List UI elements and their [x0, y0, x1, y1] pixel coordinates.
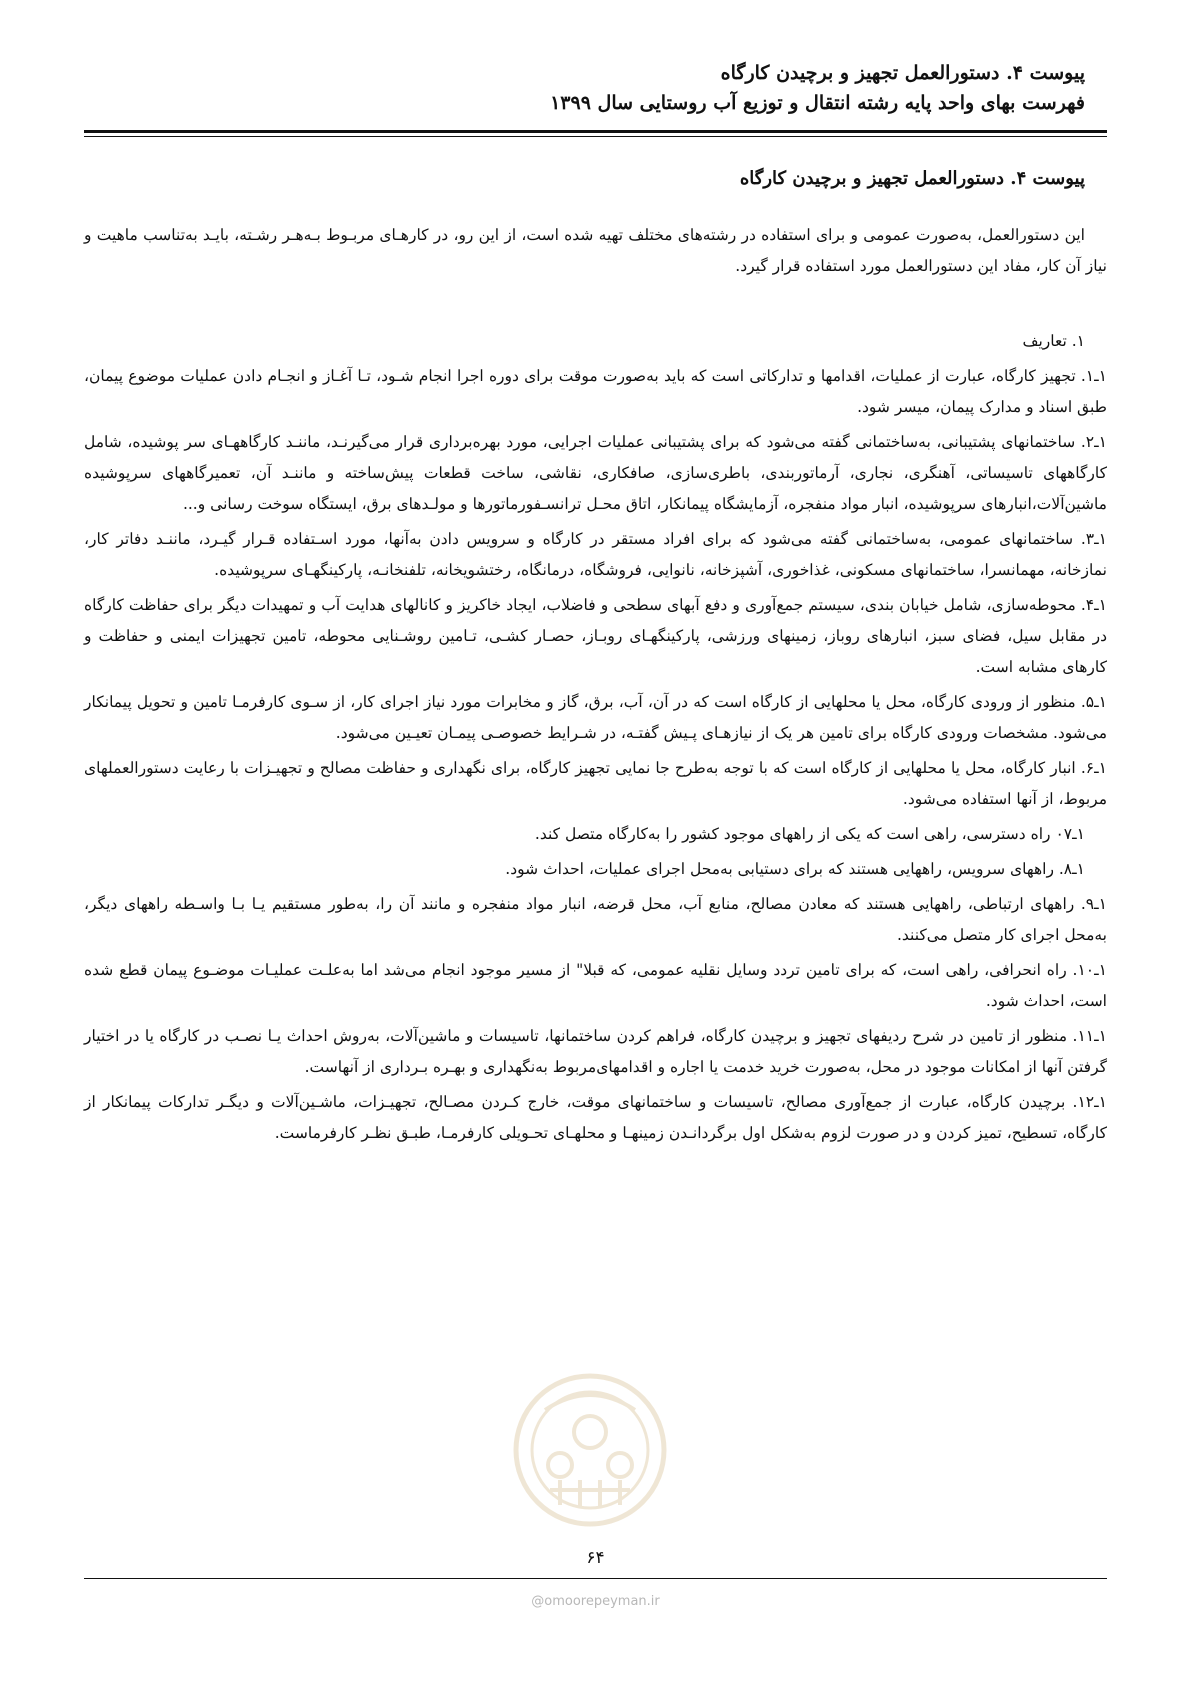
definitions-heading: ۱. تعاریف [1022, 332, 1085, 350]
footer-rule [84, 1578, 1107, 1579]
document-body [84, 220, 1107, 1153]
page-header [84, 58, 1085, 118]
header-rule-thick [84, 130, 1107, 133]
header-rule-thin [84, 136, 1107, 137]
definition-item: ۱ـ۳. ساختمانهای عمومی، به‌ساختمانی گفته می‌شود که برای افراد مستقر در کارگاه و سرویس دادن به‌آنها، مورد اسـتفاده قـرار گیـرد، ماننـد دفاتر کار، نمازخانه، مهمانسرا، ساختمانهای مسکونی، غذاخوری، آشپزخانه، نانوایی، فروشگاه، درمانگاه، رختشویخانه، تلفنخانـه، پارکینگهـای سرپوشیده. [84, 530, 1107, 579]
spacer [84, 286, 1107, 326]
definition-item: ۱ـ۱۱. منظور از تامین در شرح ردیفهای تجهیز و برچیدن کارگاه، فراهم کردن ساختمانها، تاسیسات و ماشین‌آلات، به‌روش احداث یـا نصـب در کارگاه یا در اختیار گرفتن آنها از امکانات موجود در محل، به‌صورت خرید خدمت یا اجاره و اقدامهای‌مربوط به‌نگهداری و بهـره بـرداری از آنهاست. [84, 1027, 1107, 1076]
definition-item: ۱ـ۹. راههای ارتباطی، راههایی هستند که معادن مصالح، منابع آب، محل قرضه، انبار مواد منفجره و مانند آن را، به‌طور مستقیم یـا بـا واسـطه راههای دیگر، به‌محل اجرای کار متصل می‌کنند. [84, 895, 1107, 944]
page-number: ۶۴ [586, 1548, 605, 1568]
footer-watermark-url: @omoorepeyman.ir [531, 1594, 660, 1609]
definition-item: ۱ـ۱۰. راه انحرافی، راهی است، که برای تامین تردد وسایل نقلیه عمومی، که قبلا" از مسیر موجود انجام می‌شد اما به‌علـت عملیـات موضـوع پیمان قطع شده است، احداث شود. [84, 961, 1107, 1010]
definition-item: ۱ـ۱۲. برچیدن کارگاه، عبارت از جمع‌آوری مصالح، تاسیسات و ساختمانهای موقت، خارج کـردن مصـالح، تجهیـزات، ماشـین‌آلات و دیگـر تدارکات پیمانکار از کارگاه، تسطیح، تمیز کردن و در صورت لزوم به‌شکل اول برگردانـدن زمینهـا و محلهـای تحـویلی کارفرمـا، طبـق نظـر کارفرماست. [84, 1093, 1107, 1142]
definition-item: ۱ـ۸. راههای سرویس، راههایی هستند که برای دستیابی به‌محل اجرای عملیات، احداث شود. [505, 860, 1085, 878]
definition-item: ۱ـ۵. منظور از ورودی کارگاه، محل یا محلهایی از کارگاه است که در آن، آب، برق، گاز و مخابرات مورد نیاز اجرای کار، از سـوی کارفرمـا تامین و تحویل پیمانکار می‌شود. مشخصات ورودی کارگاه برای تامین هر یک از نیازهـای پـیش گفتـه، در شـرایط خصوصـی پیمـان تعیـین می‌شود. [84, 693, 1107, 742]
definition-item: ۱ـ۴. محوطه‌سازی، شامل خیابان بندی، سیستم جمع‌آوری و دفع آبهای سطحی و فاضلاب، ایجاد خاکریز و کانالهای هدایت آب و تمهیدات دیگر برای حفاظت کارگاه در مقابل سیل، فضای سبز، انبارهای روباز، زمینهای ورزشی، پارکینگهـای روبـاز، حصـار کشـی، تـامین روشـنایی محوطه، تامین تجهیزات ایمنی و حفاظت و کارهای مشابه است. [84, 596, 1107, 676]
definition-item: ۱ـ۲. ساختمانهای پشتیبانی، به‌ساختمانی گفته می‌شود که برای پشتیبانی عملیات اجرایی، مورد بهره‌برداری قرار می‌گیرنـد، ماننـد کارگاههـای سر پوشیده، شامل کارگاههای تاسیساتی، آهنگری، نجاری، آرماتوربندی، باطری‌سازی، صافکاری، نقاشی، ساخت قطعات پیش‌ساخته و ماننـد آن، تعمیرگاههای سرپوشیده ماشین‌آلات،انبارهای سرپوشیده، انبار مواد منفجره، آزمایشگاه پیمانکار، اتاق محـل ترانسـفورماتورها و مولـدهای برق، ایستگاه سوخت رسانی و... [84, 433, 1107, 513]
section-title: پیوست ۴. دستورالعمل تجهیز و برچیدن کارگاه [739, 168, 1085, 189]
header-line-2: فهرست بهای واحد پایه رشته انتقال و توزیع آب روستایی سال ۱۳۹۹ [550, 92, 1085, 114]
definition-item: ۱ـ۰۷ راه دسترسی، راهی است که یکی از راههای موجود کشور را به‌کارگاه متصل کند. [534, 825, 1085, 843]
watermark-seal-icon [510, 1370, 670, 1530]
intro-paragraph: این دستورالعمل، به‌صورت عمومی و برای استفاده در رشته‌های مختلف تهیه شده است، از این رو، در کارهـای مربـوط بـه‌هـر رشـته، بایـد به‌تناسب ماهیت و نیاز آن کار، مفاد این دستورالعمل مورد استفاده قرار گیرد. [84, 226, 1107, 275]
definition-item: ۱ـ۶. انبار کارگاه، محل یا محلهایی از کارگاه است که با توجه به‌طرح جا نمایی تجهیز کارگاه، برای نگهداری و حفاظت مصالح و تجهیـزات با رعایت دستورالعملهای مربوط، از آنها استفاده می‌شود. [84, 759, 1107, 808]
definition-item: ۱ـ۱. تجهیز کارگاه، عبارت از عملیات، اقدامها و تدارکاتی است که باید به‌صورت موقت برای دوره اجرا انجام شـود، تـا آغـاز و انجـام دادن عملیات موضوع پیمان، طبق اسناد و مدارک پیمان، میسر شود. [84, 367, 1107, 416]
header-line-1: پیوست ۴. دستورالعمل تجهیز و برچیدن کارگاه [720, 62, 1085, 84]
